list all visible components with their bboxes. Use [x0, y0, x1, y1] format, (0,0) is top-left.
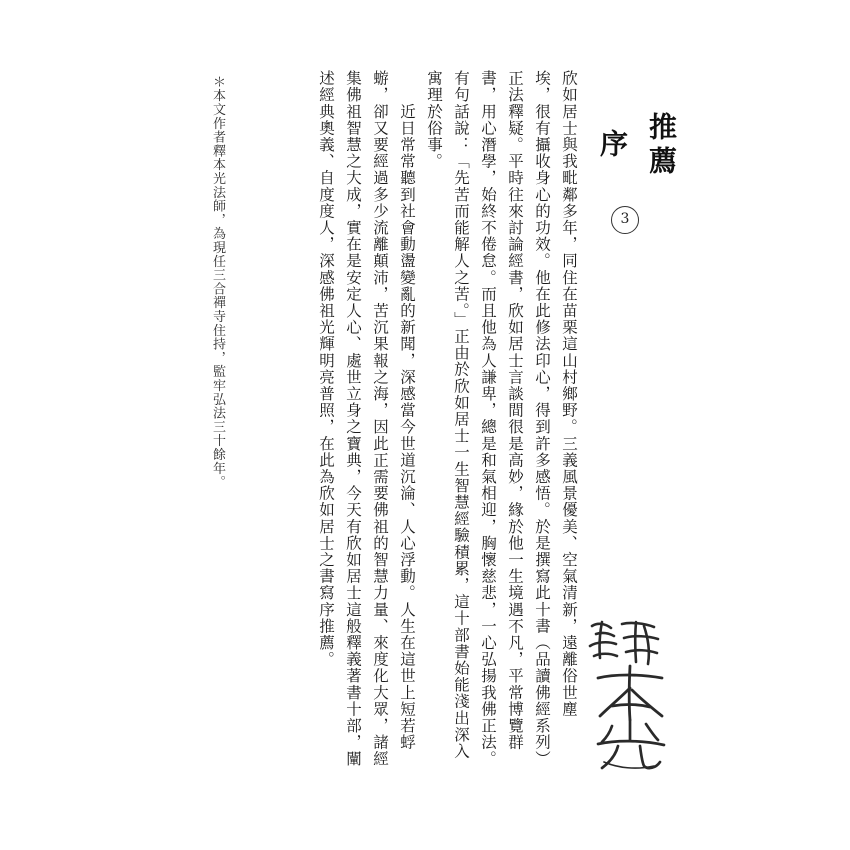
text-column: 埃，很有攝收身心的功效。他在此修法印心，得到許多感悟。於是撰寫此十書（品讀佛經系列）: [533, 70, 551, 768]
text-column: 書，用心潛學，始終不倦怠。而且他為人謙卑，總是和氣相迎，胸懷慈悲，一心弘揚我佛正法。: [479, 70, 497, 768]
text-column: 述經典奧義、自度度人，深感佛祖光輝明亮普照，在此為欣如居士之書寫序推薦。: [317, 70, 335, 668]
page-title: 推薦序: [596, 112, 678, 180]
text-column: 近日常常聽到社會動盪變亂的新聞，深感當今世道沉淪、人心浮動。人生在這世上短若蜉: [398, 70, 416, 751]
footnote: ＊本文作者釋本光法師，為現任三合禪寺住持，監牢弘法三十餘年。: [210, 75, 225, 489]
text-column: 蝣，卻又要經過多少流離顛沛，苦沉果報之海，因此正需要佛祖的智慧力量、來度化大眾，諸經: [371, 70, 389, 768]
title-block: [588, 96, 678, 256]
text-column: 寓理於俗事。: [425, 70, 443, 170]
text-column: 集佛祖智慧之大成，實在是安定人心、處世立身之寶典，今天有欣如居士這般釋義著書十部，闡: [344, 70, 362, 768]
text-column: 欣如居士與我毗鄰多年，同住在苗栗這山村鄉野。三義風景優美、空氣清新，遠離俗世塵: [560, 70, 578, 718]
text-column: 正法釋疑。平時往來討論經書，欣如居士言談間很是高妙，緣於他一生境遇不凡，平常博覽群: [506, 70, 524, 751]
series-number-badge: 3: [611, 206, 639, 234]
signature-calligraphy: [578, 612, 688, 772]
body-text: [317, 70, 582, 780]
text-column: 有句話說：「先苦而能解人之苦。」正由於欣如居士一生智慧經驗積累，這十部書始能淺出深入: [452, 70, 470, 760]
